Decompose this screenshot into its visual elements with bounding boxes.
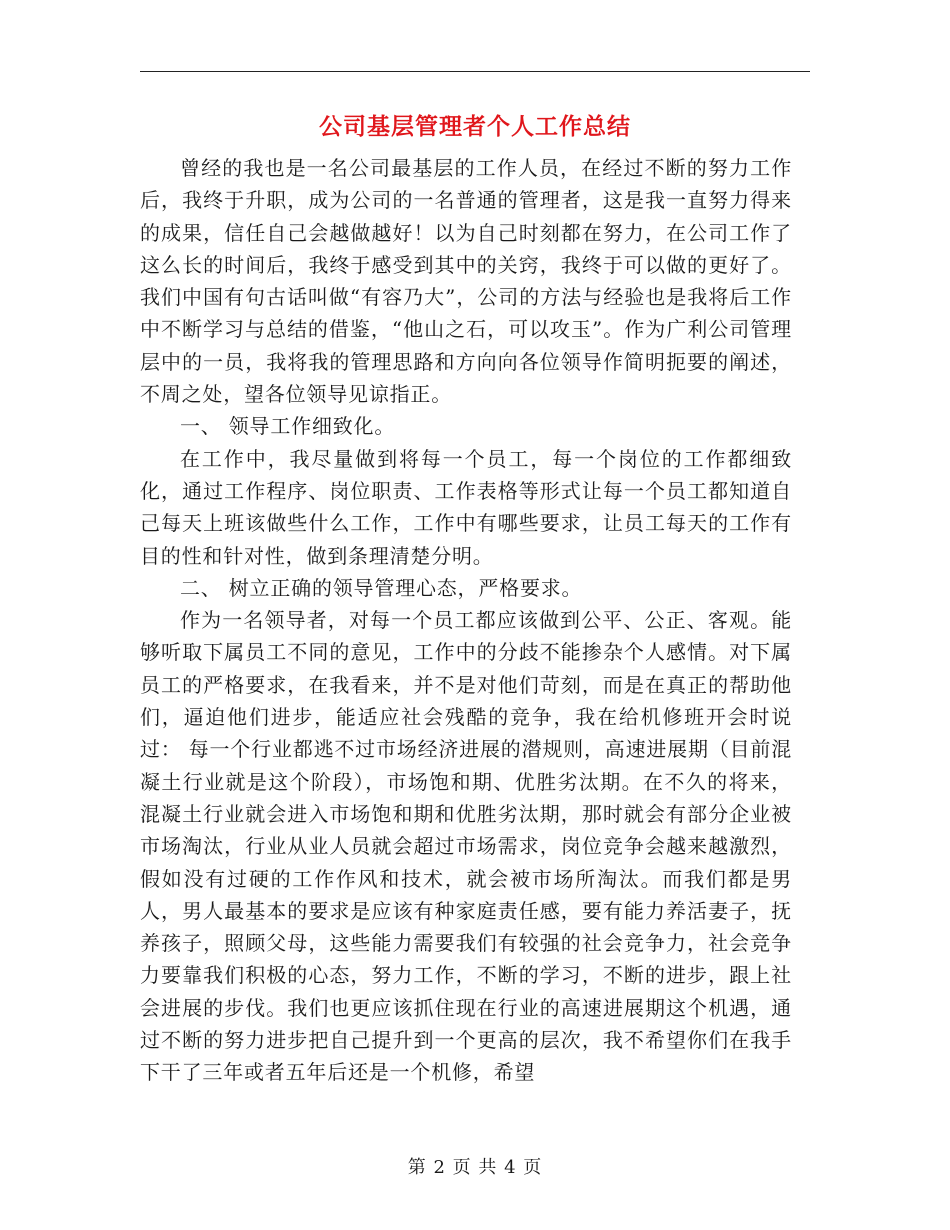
total-page-count: 4 bbox=[504, 1157, 517, 1178]
document-body bbox=[140, 152, 792, 1089]
paragraph-intro: 曾经的我也是一名公司最基层的工作人员，在经过不断的努力工作后，我终于升职，成为公司的一名普通的管理者，这是我一直努力得来的成果，信任自己会越做越好！以为自己时刻都在努力，在公司工作了这么长的时间后，我终于感受到其中的关窍，我终于可以做的更好了。我们中国有句古话叫做“有容乃大”，公司的方法与经验也是我将后工作中不断学习与总结的借鉴，“他山之石，可以攻玉”。作为广利公司管理层中的一员，我将我的管理思路和方向向各位领导作简明扼要的阐述，不周之处，望各位领导见谅指正。 bbox=[140, 156, 792, 407]
section-heading-2: 二、 树立正确的领导管理心态，严格要求。 bbox=[180, 575, 583, 600]
header-rule bbox=[140, 71, 810, 72]
footer-middle: 页 共 bbox=[452, 1157, 498, 1178]
section-heading-1: 一、 领导工作细致化。 bbox=[180, 414, 396, 439]
footer-prefix: 第 bbox=[407, 1157, 427, 1178]
page-number-footer bbox=[0, 1153, 950, 1179]
current-page-number: 2 bbox=[433, 1157, 446, 1178]
document-title: 公司基层管理者个人工作总结 bbox=[319, 113, 631, 140]
paragraph-section-1: 在工作中，我尽量做到将每一个员工，每一个岗位的工作都细致化，通过工作程序、岗位职责、工作表格等形式让每一个员工都知道自己每天上班该做些什么工作，工作中有哪些要求，让员工每天的工作有目的性和针对性，做到条理清楚分明。 bbox=[140, 446, 792, 568]
paragraph-section-2: 作为一名领导者，对每一个员工都应该做到公平、公正、客观。能够听取下属员工不同的意见，工作中的分歧不能掺杂个人感情。对下属员工的严格要求，在我看来，并不是对他们苛刻，而是在真正的帮助他们，逼迫他们进步，能适应社会残酷的竞争，我在给机修班开会时说过： 每一个行业都逃不过市场经济进展的潜规则，高速进展期（目前混凝土行业就是这个阶段），市场饱和期、优胜劣汰期。在不久的将来，混凝土行业就会进入市场饱和期和优胜劣汰期，那时就会有部分企业被市场淘汰，行业从业人员就会超过市场需求，岗位竞争会越来越激烈，假如没有过硬的工作作风和技术，就会被市场所淘汰。而我们都是男人，男人最基本的要求是应该有种家庭责任感，要有能力养活妻子，抚养孩子，照顾父母，这些能力需要我们有较强的社会竞争力，社会竞争力要靠我们积极的心态，努力工作，不断的学习，不断的进步，跟上社会进展的步伐。我们也更应该抓住现在行业的高速进展期这个机遇，通过不断的努力进步把自己提升到一个更高的层次，我不希望你们在我手下干了三年或者五年后还是一个机修，希望 bbox=[140, 608, 792, 1085]
footer-suffix: 页 bbox=[523, 1157, 543, 1178]
